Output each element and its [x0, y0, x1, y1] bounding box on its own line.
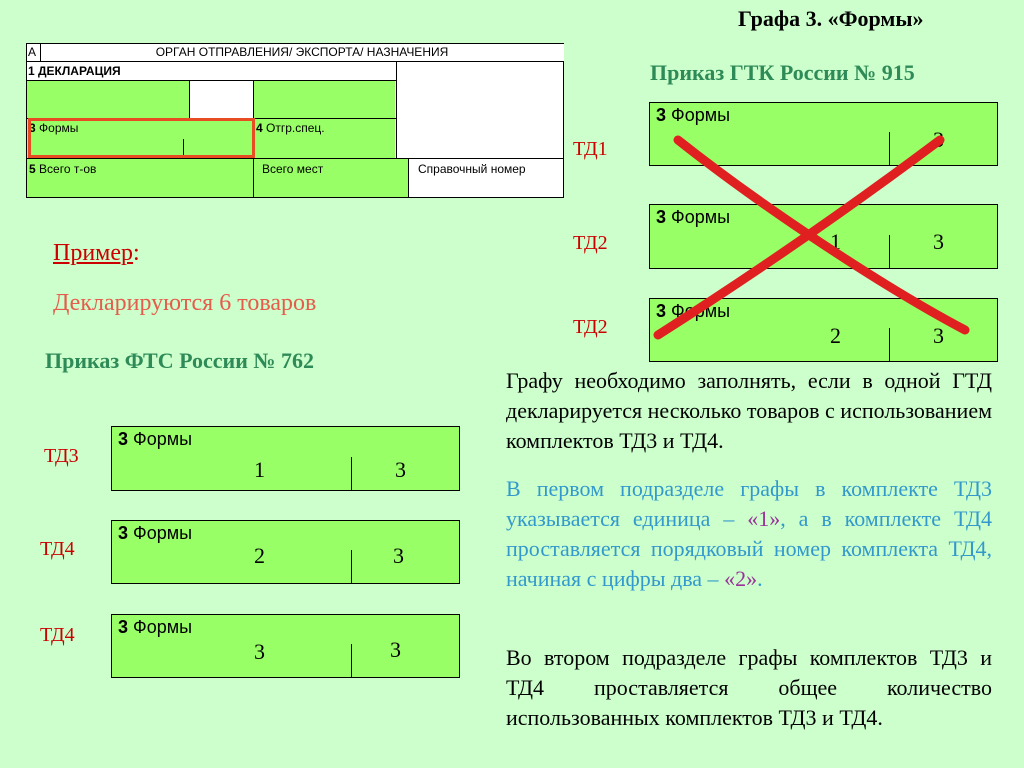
- declaration-label: 1 ДЕКЛАРАЦИЯ: [28, 64, 121, 78]
- forms-box-label: Формы: [666, 105, 731, 125]
- p2-one: «1»: [747, 506, 781, 531]
- example-word: Пример: [53, 240, 134, 266]
- forms-box-label: Формы: [128, 617, 193, 637]
- td-label: ТД4: [40, 538, 75, 560]
- spec-number: 4: [256, 121, 263, 135]
- td-label: ТД2: [573, 316, 608, 338]
- paragraph-second-subsection: Во втором подразделе графы комплектов ТД3 и ТД4 проставляется общее количество использованных комплектов ТД3 и ТД4.: [506, 645, 992, 730]
- form-header: ОРГАН ОТПРАВЛЕНИЯ/ ЭКСПОРТА/ НАЗНАЧЕНИЯ: [155, 45, 449, 59]
- example-text: Декларируются 6 товаров: [53, 290, 317, 316]
- paragraph-first-subsection: [506, 474, 992, 594]
- right-value: 3: [933, 229, 944, 254]
- forms-box-number: 3: [656, 301, 667, 321]
- total-label: Всего т-ов: [35, 162, 97, 176]
- td-label: ТД4: [40, 624, 75, 646]
- cell-a: А: [28, 45, 37, 59]
- paragraph-usage: Графу необходимо заполнять, если в одной ГТД декларируется несколько товаров с использованием комплектов ТД3 и ТД4.: [506, 368, 992, 453]
- forms-box-number: 3: [118, 523, 129, 543]
- right-value: 3: [395, 457, 406, 482]
- order-915-heading: Приказ ГТК России № 915: [650, 60, 915, 85]
- spec-label: Отгр.спец.: [262, 121, 325, 135]
- places-field[interactable]: Всего мест: [254, 159, 408, 197]
- right-value: 3: [393, 543, 404, 568]
- forms-box-label: Формы: [666, 207, 731, 227]
- slide-title: Графа 3. «Формы»: [738, 6, 924, 31]
- total-number: 5: [29, 162, 36, 176]
- p2-part-c: .: [757, 566, 763, 591]
- forms-box-label: Формы: [128, 429, 193, 449]
- forms-box-number: 3: [656, 207, 667, 227]
- left-value: 2: [830, 323, 841, 348]
- left-value: 1: [830, 229, 841, 254]
- right-value: 3: [390, 637, 401, 662]
- td-label: ТД1: [573, 138, 608, 160]
- right-value: 3: [933, 323, 944, 348]
- forms-label: Формы: [35, 121, 79, 135]
- forms-box-number: 3: [118, 617, 129, 637]
- forms-box-number: 3: [656, 105, 667, 125]
- p2-two: «2»: [724, 566, 758, 591]
- forms-box-label: Формы: [128, 523, 193, 543]
- forms-box-number: 3: [118, 429, 129, 449]
- p2-part-b: , а в комплекте ТД4 проставляется порядковый номер комплекта ТД4, начиная с цифры два –: [506, 506, 992, 591]
- order-762-heading: Приказ ФТС России № 762: [45, 348, 314, 373]
- example-colon: :: [133, 240, 140, 266]
- right-value: 3: [933, 127, 944, 152]
- ref-field[interactable]: Справочный номер: [418, 162, 526, 176]
- left-value: 2: [254, 543, 265, 568]
- td-label: ТД3: [44, 445, 79, 467]
- forms-box-label: Формы: [666, 301, 731, 321]
- td-label: ТД2: [573, 232, 608, 254]
- left-value: 3: [254, 639, 265, 664]
- forms-number: 3: [29, 121, 36, 135]
- left-value: 1: [254, 457, 265, 482]
- p2-part-a: В первом подразделе графы в комплекте ТД3 указывается единица –: [506, 476, 992, 531]
